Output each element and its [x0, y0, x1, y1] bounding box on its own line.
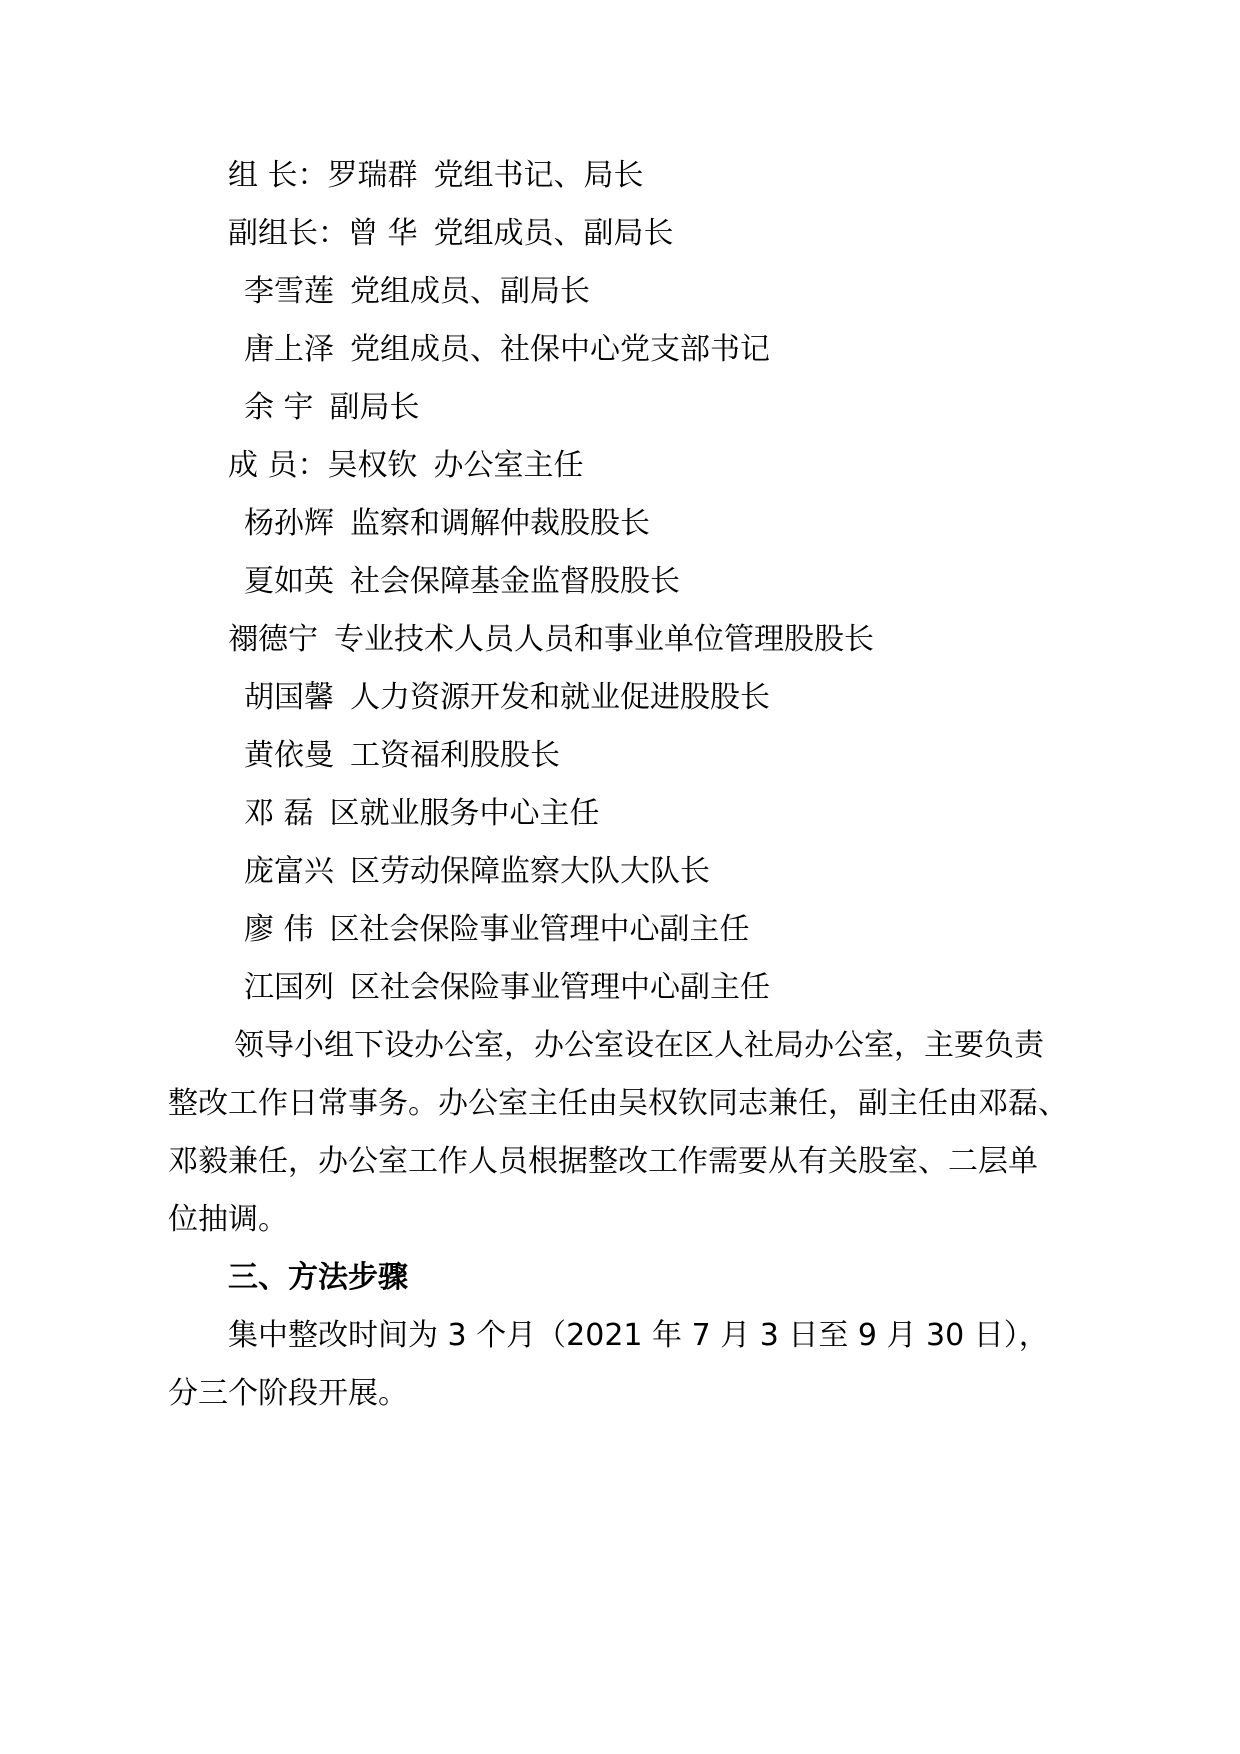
- member-title: 区劳动保障监察大队大队长: [350, 854, 710, 889]
- member-line: [244, 330, 770, 370]
- section-heading: 三、方法步骤: [228, 1260, 408, 1295]
- member-line: [228, 156, 644, 196]
- member-name: 黄依曼: [244, 738, 334, 773]
- member-title: 党组成员、副局长: [433, 216, 674, 251]
- member-line: [244, 272, 590, 312]
- member-name: 曾 华: [348, 216, 418, 251]
- paragraph-line: 分三个阶段开展。: [168, 1376, 408, 1411]
- member-role: 副组长：: [228, 216, 348, 251]
- member-line: [244, 562, 680, 602]
- member-line: [228, 446, 584, 486]
- paragraph-line: 领导小组下设办公室，办公室设在区人社局办公室，主要负责: [234, 1028, 1044, 1063]
- member-role: 成 员：: [228, 448, 328, 483]
- member-name: 杨孙辉: [244, 506, 334, 541]
- member-name: 庞富兴: [244, 854, 334, 889]
- member-title: 区就业服务中心主任: [329, 796, 600, 831]
- member-title: 办公室主任: [433, 448, 584, 483]
- paragraph-line: 位抽调。: [168, 1202, 288, 1237]
- member-line: [244, 504, 650, 544]
- member-title: 区社会保险事业管理中心副主任: [350, 970, 770, 1005]
- member-name: 李雪莲: [244, 274, 334, 309]
- member-name: 禤德宁: [228, 622, 318, 657]
- member-title: 党组书记、局长: [433, 158, 644, 193]
- member-line: [244, 968, 770, 1008]
- member-title: 党组成员、社保中心党支部书记: [350, 332, 770, 367]
- member-name: 吴权钦: [327, 448, 418, 483]
- member-line: [244, 910, 750, 950]
- member-role: 组 长：: [228, 158, 328, 193]
- member-line: [244, 736, 560, 776]
- member-title: 党组成员、副局长: [350, 274, 590, 309]
- member-name: 廖 伟: [244, 912, 314, 947]
- member-line: [244, 794, 600, 834]
- paragraph-line: 邓毅兼任，办公室工作人员根据整改工作需要从有关股室、二层单: [168, 1144, 1038, 1179]
- member-title: 人力资源开发和就业促进股股长: [350, 680, 770, 715]
- member-title: 工资福利股股长: [350, 738, 560, 773]
- member-title: 区社会保险事业管理中心副主任: [329, 912, 750, 947]
- member-name: 邓 磊: [244, 796, 314, 831]
- member-name: 江国列: [244, 970, 334, 1005]
- paragraph-line: 整改工作日常事务。办公室主任由吴权钦同志兼任，副主任由邓磊、: [168, 1086, 1068, 1121]
- member-line: [228, 214, 674, 254]
- member-title: 副局长: [329, 390, 420, 425]
- member-title: 监察和调解仲裁股股长: [350, 506, 650, 541]
- paragraph-line: 集中整改时间为 3 个月（2021 年 7 月 3 日至 9 月 30 日），: [228, 1318, 1049, 1353]
- member-name: 胡国馨: [244, 680, 334, 715]
- member-title: 社会保障基金监督股股长: [350, 564, 680, 599]
- member-name: 余 宇: [244, 390, 314, 425]
- member-line: [244, 388, 420, 428]
- member-line: [228, 620, 874, 660]
- member-name: 夏如英: [244, 564, 334, 599]
- member-line: [244, 852, 710, 892]
- member-name: 唐上泽: [244, 332, 334, 367]
- member-title: 专业技术人员人员和事业单位管理股股长: [334, 622, 874, 657]
- member-line: [244, 678, 770, 718]
- member-name: 罗瑞群: [327, 158, 418, 193]
